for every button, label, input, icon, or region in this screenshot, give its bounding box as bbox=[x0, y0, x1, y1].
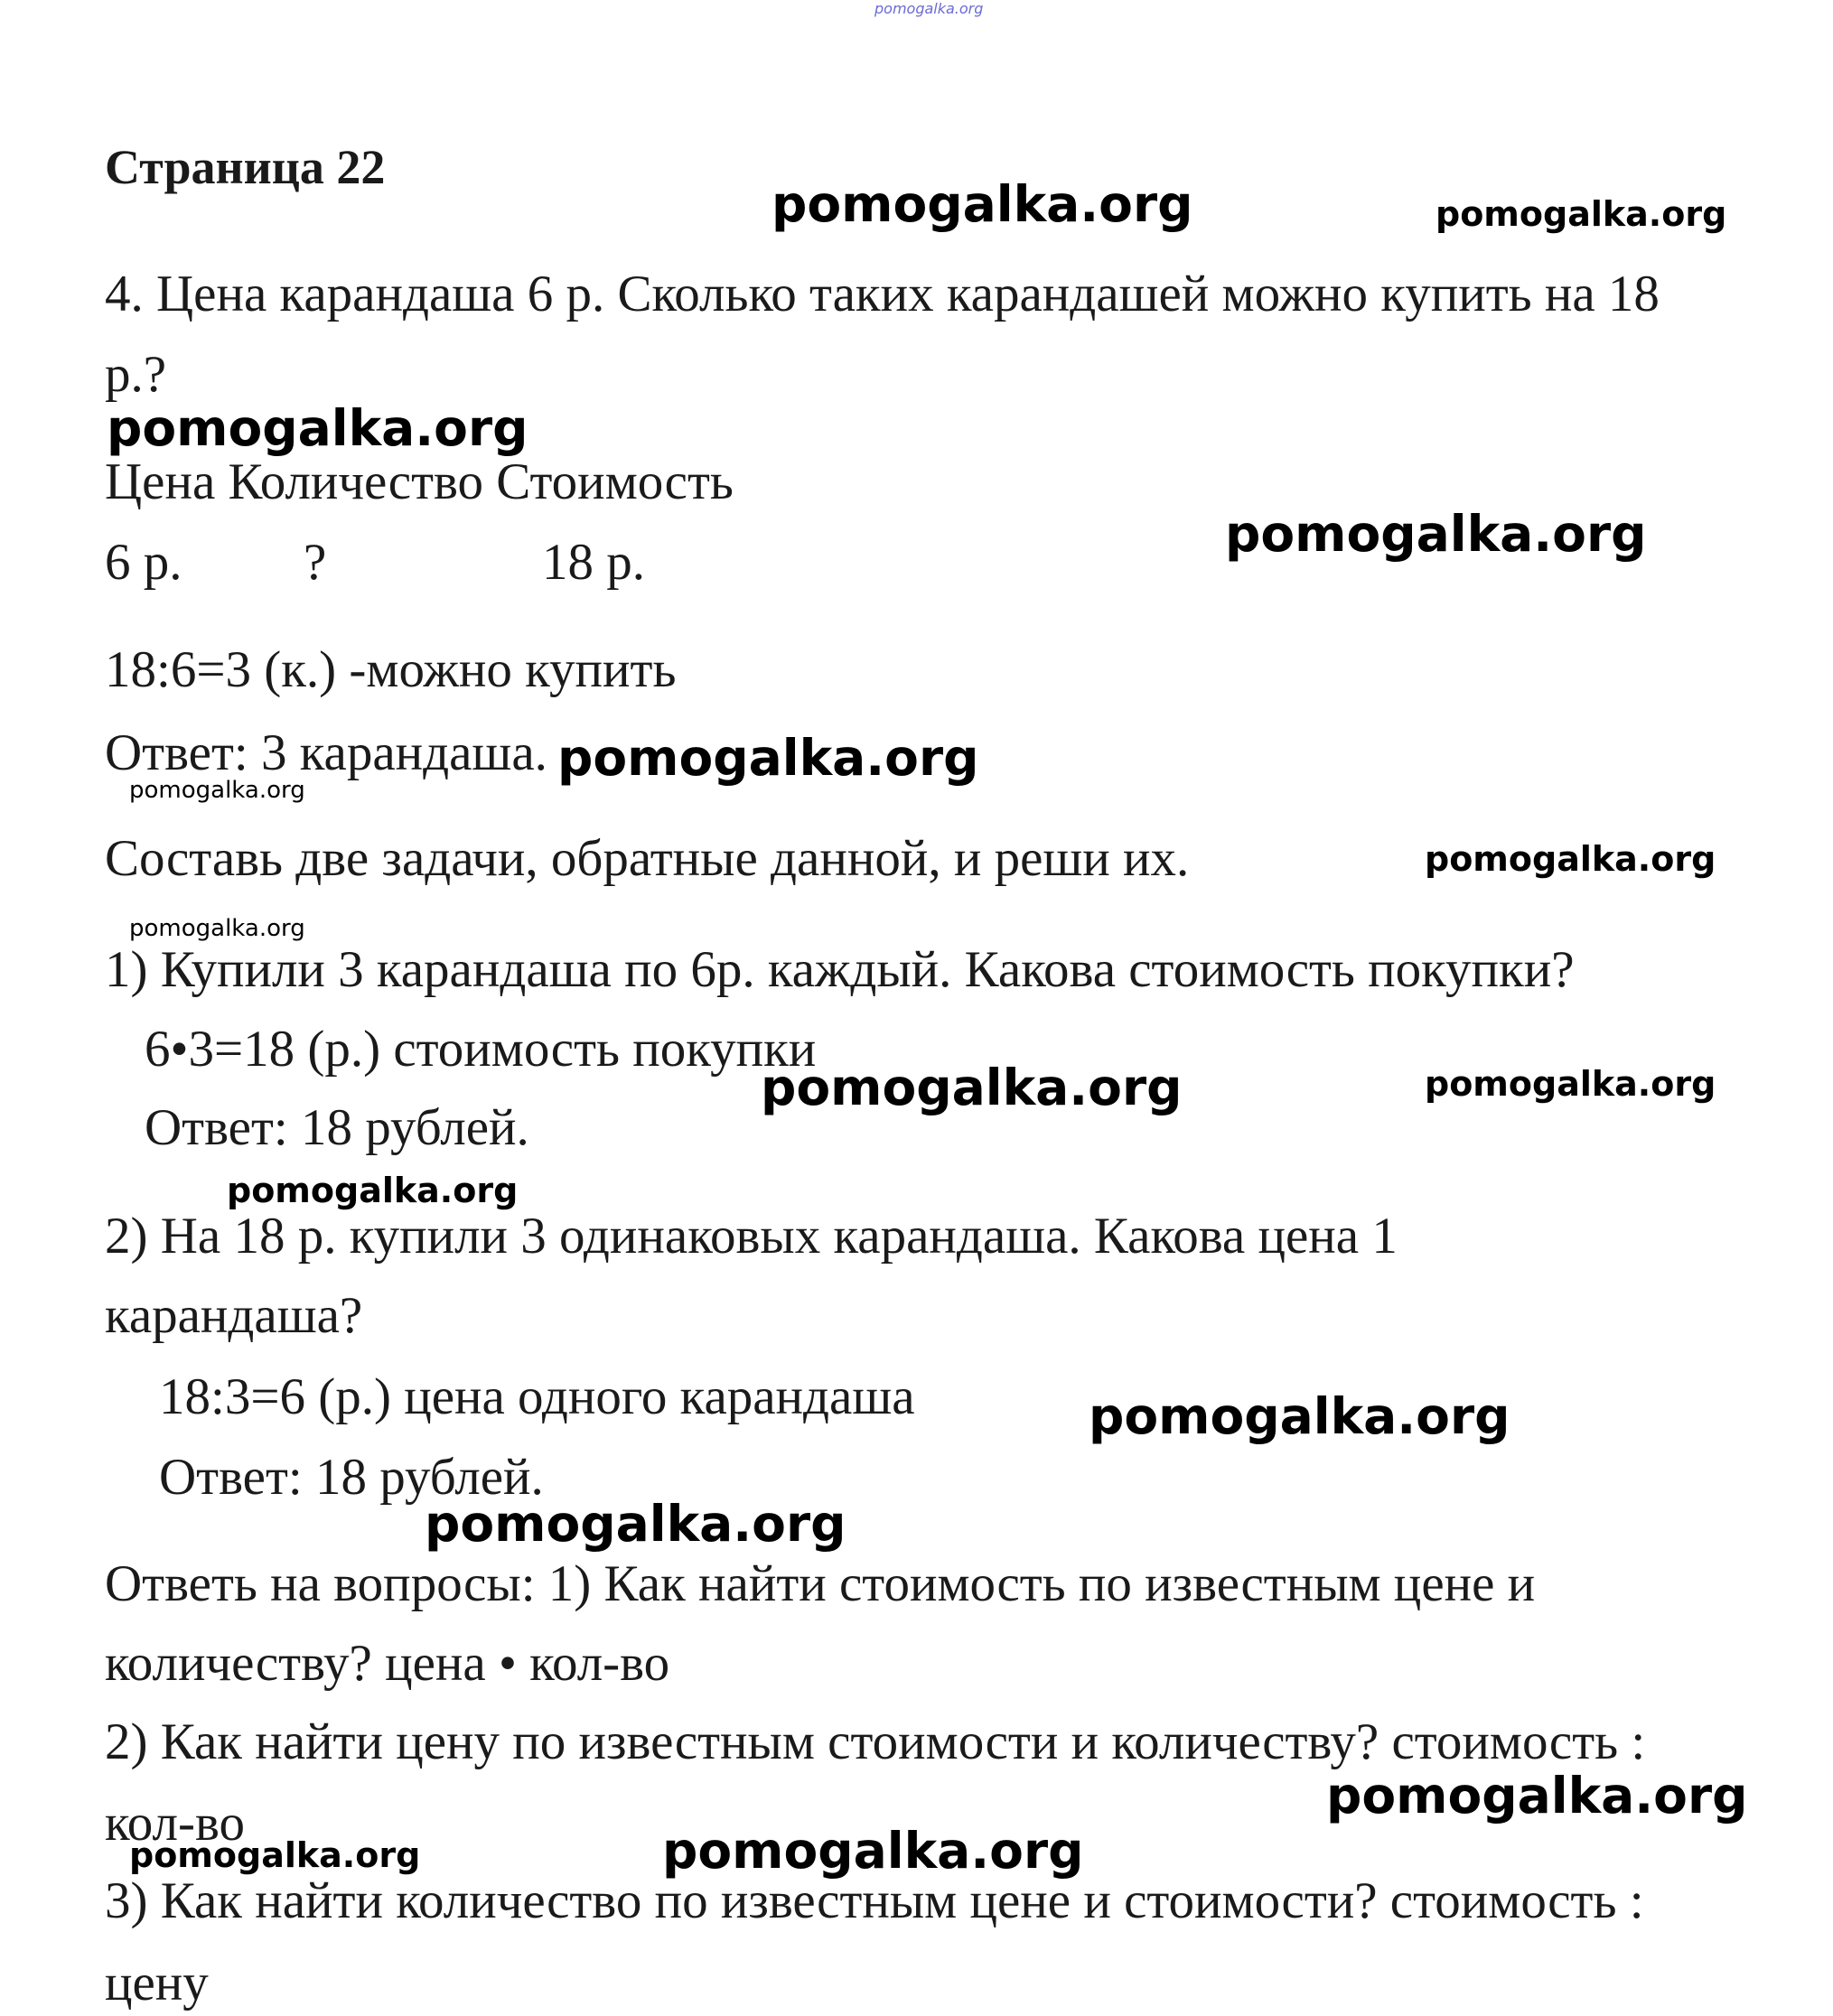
task-2-solution: 18:3=6 (р.) цена одного карандаша bbox=[159, 1368, 915, 1425]
watermark-top: pomogalka.org bbox=[874, 0, 984, 17]
problem-4-line-1: 4. Цена карандаша 6 р. Сколько таких карандашей можно купить на 18 bbox=[105, 266, 1660, 322]
problem-4-answer: Ответ: 3 карандаша. bbox=[105, 724, 547, 781]
page-title: Страница 22 bbox=[105, 140, 386, 194]
watermark: pomogalka.org bbox=[1425, 1064, 1716, 1104]
watermark: pomogalka.org bbox=[1436, 194, 1727, 234]
watermark: pomogalka.org bbox=[107, 399, 528, 457]
watermark: pomogalka.org bbox=[1225, 505, 1647, 563]
table-header: Цена Количество Стоимость bbox=[105, 453, 734, 510]
question-2-line-1: 2) Как найти цену по известным стоимости и количеству? стоимость : bbox=[105, 1713, 1646, 1770]
table-price: 6 р. bbox=[105, 534, 182, 591]
task-1-question: 1) Купили 3 карандаша по 6р. каждый. Какова стоимость покупки? bbox=[105, 941, 1575, 998]
task-1-answer: Ответ: 18 рублей. bbox=[145, 1099, 529, 1156]
task-2-answer: Ответ: 18 рублей. bbox=[159, 1449, 544, 1506]
watermark: pomogalka.org bbox=[761, 1059, 1183, 1116]
question-2-line-2: кол-во bbox=[105, 1795, 245, 1852]
watermark: pomogalka.org bbox=[129, 915, 305, 942]
question-3-line-1: 3) Как найти количество по известным цене и стоимости? стоимость : bbox=[105, 1872, 1644, 1929]
task-1-solution: 6•3=18 (р.) стоимость покупки bbox=[145, 1021, 817, 1078]
watermark: pomogalka.org bbox=[557, 729, 979, 787]
watermark: pomogalka.org bbox=[1425, 839, 1716, 879]
task-2-question-line-1: 2) На 18 р. купили 3 одинаковых карандаша. Какова цена 1 bbox=[105, 1208, 1398, 1265]
watermark: pomogalka.org bbox=[129, 1835, 421, 1875]
question-1-line-2: количеству? цена • кол-во bbox=[105, 1635, 670, 1692]
table-cost: 18 р. bbox=[542, 534, 645, 591]
problem-4-line-2: р.? bbox=[105, 346, 167, 403]
watermark: pomogalka.org bbox=[772, 175, 1193, 233]
question-1-line-1: Ответь на вопросы: 1) Как найти стоимость по известным цене и bbox=[105, 1555, 1536, 1612]
watermark: pomogalka.org bbox=[227, 1171, 519, 1210]
table-quantity: ? bbox=[304, 534, 327, 591]
watermark: pomogalka.org bbox=[1089, 1387, 1510, 1445]
task-2-question-line-2: карандаша? bbox=[105, 1287, 363, 1344]
problem-4-solution: 18:6=3 (к.) -можно купить bbox=[105, 641, 677, 698]
watermark: pomogalka.org bbox=[129, 777, 305, 804]
inverse-task-prompt: Составь две задачи, обратные данной, и реши их. bbox=[105, 830, 1190, 887]
watermark: pomogalka.org bbox=[662, 1822, 1084, 1880]
watermark: pomogalka.org bbox=[425, 1495, 846, 1553]
question-3-line-2: цену bbox=[105, 1955, 209, 2011]
watermark: pomogalka.org bbox=[1326, 1767, 1748, 1825]
